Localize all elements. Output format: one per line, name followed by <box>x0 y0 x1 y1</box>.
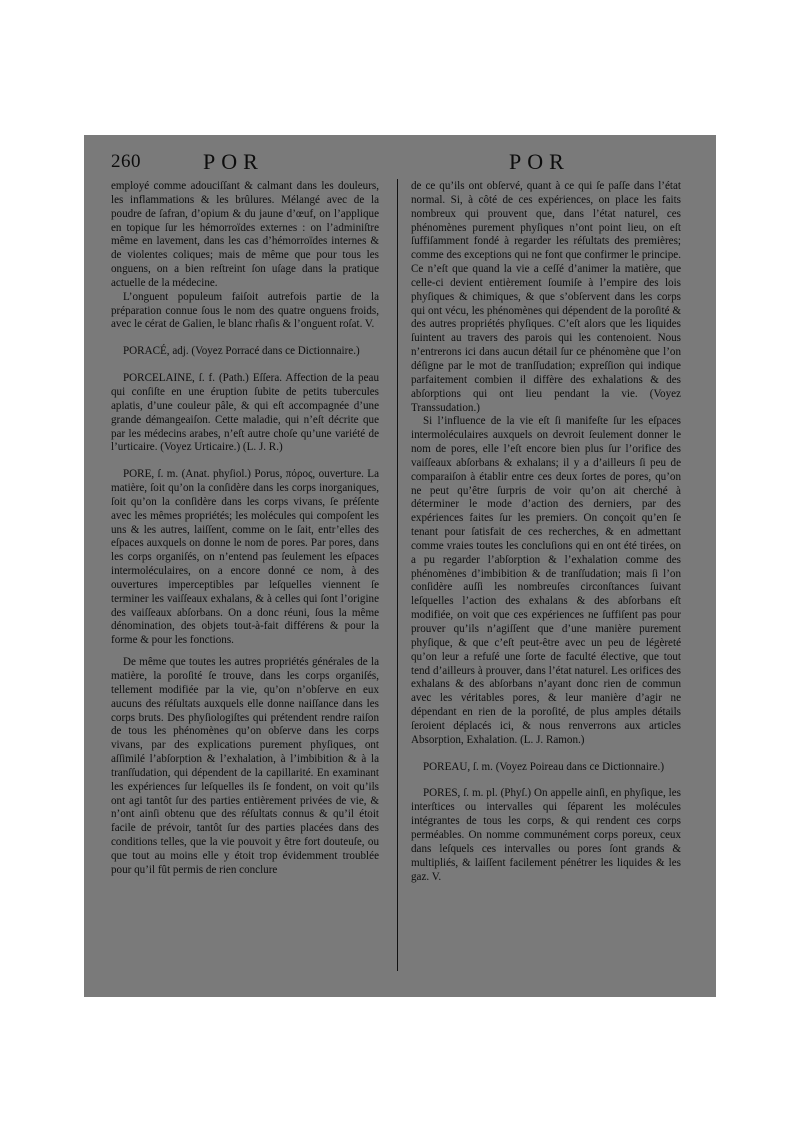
book-page <box>111 149 694 979</box>
running-head-right: POR <box>509 149 570 174</box>
entry-porace: PORACÉ, adj. (Voyez Porracé dans ce Dictionnaire.) <box>123 345 360 358</box>
entry-porcelaine: PORCELAINE, ſ. f. (Path.) Eſſera. Affection de la peau qui conſiſte en une éruption ſubite de petits tubercules aplatis, d’une couleur pâle, & qui eſt accompagnée d’une grande démangeaiſon. Cette maladie, qui n’eſt décrite que par les médecins arabes, n’eſt autre choſe qu’une variété de l’urticaire. (Voyez Urticaire.) (L. J. R.) <box>111 372 379 454</box>
paragraph: employé comme adouciſſant & calmant dans les douleurs, les inflammations & les brûlures. Mélangé avec de la poudre de ſafran, d’opium & du jaune d’œuf, on l’applique en topique ſur les hémorroïdes externes : on l’adminiſtre même en lavement, dans les cas d’hémorroïdes internes & de violentes coliques; mais de même que pour tous les onguens, on a bien reſtreint ſon uſage dans la pratique actuelle de la médecine. <box>111 180 379 289</box>
paragraph: de ce qu’ils ont obſervé, quant à ce qui ſe paſſe dans l’état normal. Si, à côté de ces expériences, on place les faits nombreux qui prouvent que, dans l’état naturel, ces phénomènes purement phyſiques n’ont point lieu, on eſt ſuffiſamment fondé à regarder les réſultats des premières; comme des exceptions qui ne font que confirmer le principe. Ce n’eſt que quand la vie a ceſſé d’animer la matière, que celle-ci devient entièrement ſoumiſe à l’empire des lois phyſiques & chimiques, & que s’obſervent dans les corps qui ont vécu, les phénomènes qui dépendent de la poroſité & des autres propriétés phyſiques. C’eſt alors que les liquides ſuintent au travers des parois qui les contenoient. Nous n’entrerons ici dans aucun détail ſur ce phénomène que l’on déſigne par le mot de tranſſudation; expreſſion qui indique parfaitement combien il diffère des exhalations & des abſorptions qui ont lieu pendant la vie. (Voyez Transsudation.) <box>411 180 681 414</box>
page-number: 260 <box>111 151 141 172</box>
paragraph: De même que toutes les autres propriétés générales de la matière, la poroſité ſe trouve, dans les corps organiſés, tellement modifiée par la vie, qu’on n’obſerve en eux aucuns des réſultats auxquels elle donne naiſſance dans les corps bruts. Des phyſiologiſtes qui prétendent rendre raiſon de tous les phénomènes qu’on obſerve dans les corps vivans, par des explications purement phyſiques, ont aſſimilé l’abſorption & l’exhalation, à l’imbibition & à la tranſſudation, qui dépendent de la capillarité. En examinant les expériences ſur leſquelles ils ſe fondent, on voit qu’ils ont agi tantôt ſur des parties entièrement privées de vie, & n’ont ainſi obtenu que des réſultats connus & qu’il étoit facile de prévoir, tantôt ſur des parties placées dans des conditions telles, que la vie pouvoit y être fort douteuſe, ou que tout au moins elle y étoit trop évidemment troublée pour qu’il fût permis de rien conclure <box>111 656 379 876</box>
right-column <box>411 180 681 884</box>
running-head-left: POR <box>203 149 264 174</box>
column-divider <box>397 179 398 971</box>
scanned-page <box>84 135 716 997</box>
entry-poreau: POREAU, ſ. m. (Voyez Poireau dans ce Dictionnaire.) <box>423 760 665 773</box>
entry-pore: PORE, ſ. m. (Anat. phyſiol.) Porus, πόρος, ouverture. La matière, ſoit qu’on la conſidère dans les corps inorganiques, ſoit qu’on la conſidère dans les corps vivans, ſe préſente avec les mêmes propriétés; les molécules qui compoſent les uns & les autres, laiſſent, comme on le ſait, entr’elles des eſpaces auxquels on donne le nom de pores. Par pores, dans les corps organiſés, on n’entend pas ſeulement les eſpaces intermoléculaires, on a encore donné ce nom, à des ouvertures imperceptibles par leſquelles viennent ſe terminer les vaiſſeaux exhalans, & à celles qui ſont l’origine des vaiſſeaux abſorbans. On a donc réuni, ſous la même dénomination, des objets tout-à-fait différens & pour la forme & pour les fonctions. <box>111 468 379 647</box>
paragraph: L’onguent populeum faiſoit autrefois partie de la préparation connue ſous le nom des quatre onguens froids, avec le cérat de Galien, le blanc rhaſis & l’onguent roſat. V. <box>111 290 379 331</box>
entry-pores: PORES, ſ. m. pl. (Phyſ.) On appelle ainſi, en phyſique, les interſtices ou intervalles qui ſéparent les molécules intégrantes de tous les corps, & qui rendent ces corps perméables. On nomme communément corps poreux, ceux dans leſquels ces intervalles ou pores ſont grands & multipliés, & laiſſent facilement pénétrer les liquides & les gaz. V. <box>411 787 681 883</box>
paragraph: Si l’influence de la vie eſt ſi manifeſte ſur les eſpaces intermoléculaires auxquels on devroit ſeulement donner le nom de pores, elle l’eſt encore bien plus ſur l’orifice des vaiſſeaux abſorbans & exhalans; il y a d’ailleurs ſi peu de comparaiſon à établir entre ces deux ſortes de pores, qu’on ne peut qu’être ſurpris de voir qu’on ait cherché à déterminer le mode d’action des derniers, par des expériences faites ſur les premiers. On conçoit qu’en ſe tenant pour ſatisfait de ces recherches, & en admettant comme vraies toutes les concluſions qui en ont été tirées, on a pu regarder l’abſorption & l’exhalation comme des phénomènes d’imbibition & de tranſſudation; mais ſi l’on conſidère auſſi les nombreuſes circonſtances ſuivant leſquelles l’action des exhalans & des abſorbans eſt modifiée, on voit que ces expériences ne ſuffiſent pas pour prouver qu’ils n’agiſſent que d’une manière purement phyſique, & que c’eſt peut-être avec un peu de légèreté qu’on leur a refuſé une ſorte de faculté élective, que tout tend d’ailleurs à prouver, dans l’état naturel. Les orifices des exhalans & des abſorbans n’ayant donc rien de commun avec les véritables pores, & leur manière d’agir ne dépendant en rien de la poroſité, de plus amples détails ſeroient déplacés ici, & nous renverrons aux articles Absorption, Exhalation. (L. J. Ramon.) <box>411 415 681 746</box>
left-column <box>111 180 379 878</box>
page-header <box>111 149 694 183</box>
